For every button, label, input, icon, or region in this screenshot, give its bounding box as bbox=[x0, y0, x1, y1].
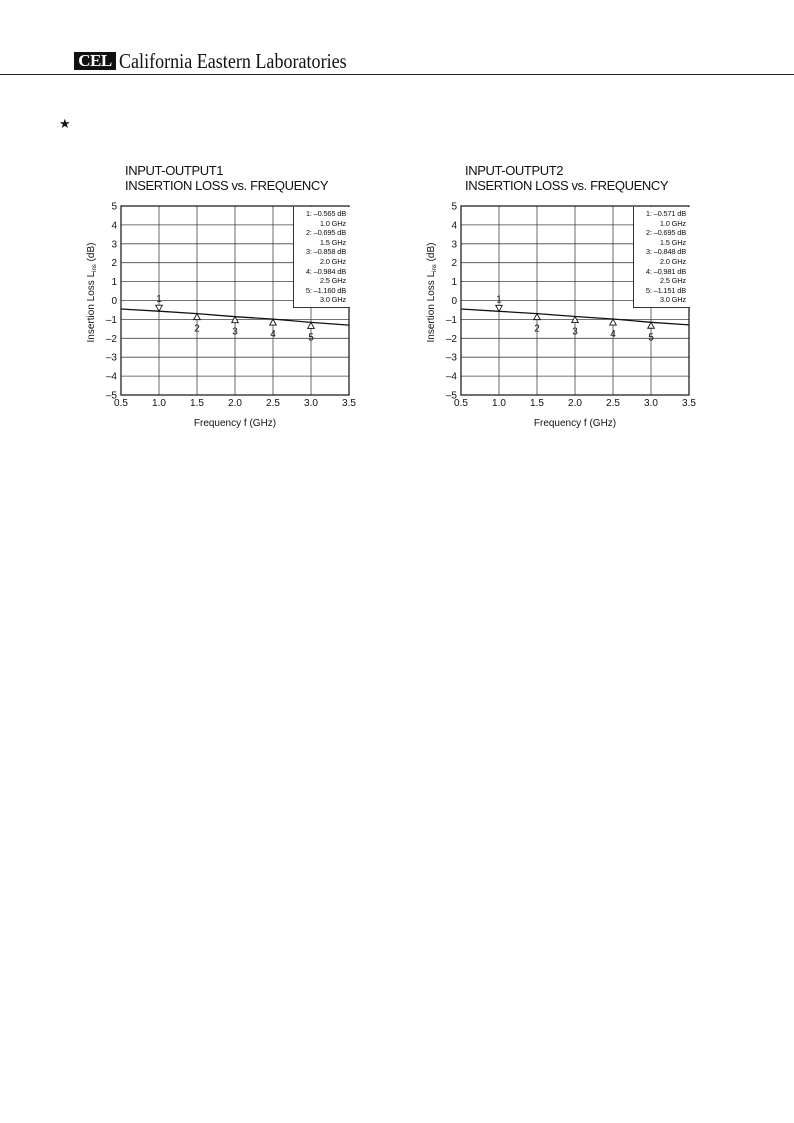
legend-entry: 3: –0.858 dB bbox=[305, 247, 346, 257]
chart-title-line1: INPUT-OUTPUT1 bbox=[125, 163, 224, 178]
y-tick-label: –1 bbox=[445, 314, 457, 326]
marker-triangle bbox=[194, 314, 201, 320]
company-logo: CEL bbox=[74, 52, 116, 70]
legend-entry: 4: –0.981 dB bbox=[645, 266, 686, 276]
y-tick-label: 2 bbox=[451, 258, 457, 270]
x-tick-label: 3.0 bbox=[644, 398, 658, 409]
legend-entry: 5: –1.151 dB bbox=[645, 285, 686, 295]
legend-entry: 1.0 GHz bbox=[659, 218, 686, 228]
legend-entry: 1: –0.571 dB bbox=[645, 209, 686, 218]
legend-entry: 2.0 GHz bbox=[319, 257, 346, 266]
y-tick-label: –2 bbox=[105, 333, 117, 345]
chart-input-output2 bbox=[415, 160, 715, 440]
marker-4 bbox=[270, 319, 277, 340]
x-tick-label: 2.5 bbox=[606, 398, 620, 409]
marker-label: 3 bbox=[572, 326, 578, 338]
legend-entry: 2: –0.695 dB bbox=[645, 228, 686, 238]
x-tick-label: 0.5 bbox=[454, 398, 468, 409]
y-tick-label: 5 bbox=[451, 201, 457, 213]
x-tick-label: 0.5 bbox=[114, 398, 128, 409]
legend-entry: 2.0 GHz bbox=[659, 257, 686, 266]
x-axis-label: Frequency f (GHz) bbox=[533, 418, 617, 429]
page-header bbox=[0, 0, 794, 75]
legend-entry: 2.5 GHz bbox=[319, 276, 346, 286]
marker-label: 4 bbox=[270, 329, 276, 341]
marker-triangle bbox=[534, 314, 541, 320]
x-tick-label: 1.5 bbox=[190, 398, 204, 409]
marker-2 bbox=[194, 314, 201, 335]
y-tick-label: –5 bbox=[445, 390, 457, 402]
marker-label: 3 bbox=[232, 326, 238, 338]
legend-entry: 1.5 GHz bbox=[659, 237, 686, 247]
y-tick-label: 2 bbox=[111, 258, 117, 270]
marker-label: 1 bbox=[156, 294, 162, 306]
legend-entry: 2: –0.695 dB bbox=[305, 228, 346, 238]
company-name: California Eastern Laboratories bbox=[119, 49, 347, 73]
y-tick-label: 1 bbox=[451, 277, 457, 289]
y-tick-label: –1 bbox=[105, 314, 117, 326]
marker-triangle bbox=[156, 305, 163, 311]
x-tick-label: 2.0 bbox=[568, 398, 582, 409]
marker-label: 1 bbox=[496, 294, 502, 306]
x-tick-label: 1.0 bbox=[492, 398, 506, 409]
marker-triangle bbox=[610, 319, 617, 325]
legend-entry: 2.5 GHz bbox=[659, 276, 686, 286]
marker-label: 2 bbox=[534, 323, 540, 335]
chart-title-line2: INSERTION LOSS vs. FREQUENCY bbox=[125, 178, 329, 193]
y-tick-label: –3 bbox=[445, 352, 457, 364]
legend-entry: 4: –0.984 dB bbox=[305, 266, 346, 276]
marker-5 bbox=[648, 322, 655, 343]
marker-label: 5 bbox=[648, 332, 654, 344]
chart-input-output1 bbox=[75, 160, 375, 440]
y-tick-label: 4 bbox=[111, 220, 117, 232]
y-axis-label: Insertion Loss $L_{ins}$ (dB) bbox=[426, 242, 438, 343]
marker-triangle bbox=[270, 319, 277, 325]
chart-legend bbox=[633, 207, 690, 308]
y-tick-label: 3 bbox=[451, 239, 457, 251]
chart-title-line2: INSERTION LOSS vs. FREQUENCY bbox=[465, 178, 669, 193]
legend-entry: 5: –1.160 dB bbox=[305, 285, 346, 295]
marker-triangle bbox=[648, 322, 655, 328]
y-tick-label: 5 bbox=[111, 201, 117, 213]
x-tick-label: 2.5 bbox=[266, 398, 280, 409]
x-axis-label: Frequency f (GHz) bbox=[193, 418, 277, 429]
y-tick-label: –4 bbox=[105, 371, 117, 383]
marker-1 bbox=[496, 294, 503, 311]
x-tick-label: 3.5 bbox=[682, 398, 696, 409]
legend-entry: 3: –0.848 dB bbox=[645, 247, 686, 257]
chart-title-line1: INPUT-OUTPUT2 bbox=[465, 163, 564, 178]
y-tick-label: 3 bbox=[111, 239, 117, 251]
legend-entry: 1.0 GHz bbox=[319, 218, 346, 228]
legend-entry: 3.0 GHz bbox=[319, 295, 346, 305]
x-tick-label: 3.5 bbox=[342, 398, 356, 409]
star-icon: ★ bbox=[59, 116, 71, 131]
legend-entry: 3.0 GHz bbox=[659, 295, 686, 305]
marker-2 bbox=[534, 314, 541, 335]
y-tick-label: –5 bbox=[105, 390, 117, 402]
legend-entry: 1: –0.565 dB bbox=[305, 209, 346, 218]
y-tick-label: –4 bbox=[445, 371, 457, 383]
marker-label: 4 bbox=[610, 329, 616, 341]
y-tick-label: 0 bbox=[111, 296, 117, 307]
marker-triangle bbox=[308, 322, 315, 328]
y-tick-label: –3 bbox=[105, 352, 117, 364]
marker-1 bbox=[156, 294, 163, 311]
marker-4 bbox=[610, 319, 617, 340]
marker-label: 5 bbox=[308, 332, 314, 344]
x-tick-label: 1.5 bbox=[530, 398, 544, 409]
chart-legend bbox=[293, 207, 350, 308]
legend-entry: 1.5 GHz bbox=[319, 237, 346, 247]
y-tick-label: 1 bbox=[111, 277, 117, 289]
x-tick-label: 3.0 bbox=[304, 398, 318, 409]
marker-label: 2 bbox=[194, 323, 200, 335]
y-tick-label: 4 bbox=[451, 220, 457, 232]
y-tick-label: –2 bbox=[445, 333, 457, 345]
x-tick-label: 2.0 bbox=[228, 398, 242, 409]
marker-3 bbox=[232, 317, 239, 338]
marker-triangle bbox=[496, 305, 503, 311]
marker-5 bbox=[308, 322, 315, 343]
x-tick-label: 1.0 bbox=[152, 398, 166, 409]
y-tick-label: 0 bbox=[451, 296, 457, 307]
y-axis-label: Insertion Loss $L_{ins}$ (dB) bbox=[86, 242, 98, 343]
